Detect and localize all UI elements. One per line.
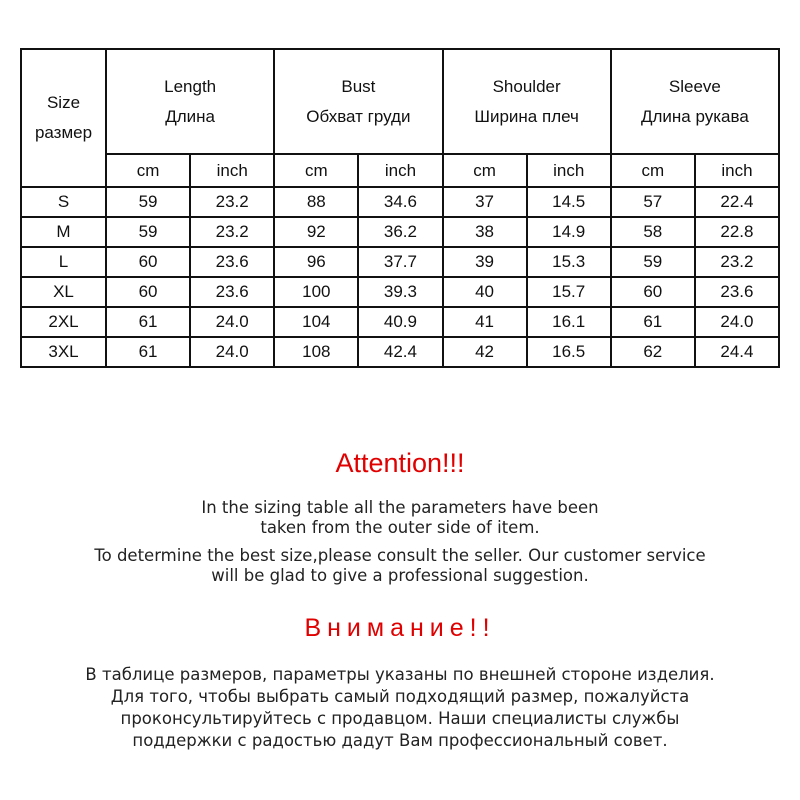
value-cell: 14.9 <box>527 217 611 247</box>
header-row <box>21 49 779 154</box>
value-cell: 16.5 <box>527 337 611 367</box>
unit-cell-cm: cm <box>106 154 190 187</box>
note-line: поддержки с радостью дадут Вам профессиональный совет. <box>132 731 668 750</box>
table-row <box>21 217 779 247</box>
value-cell: 37 <box>443 187 527 217</box>
table-row <box>21 187 779 217</box>
russian-attention-title: Внимание!! <box>304 614 496 642</box>
value-cell: 23.2 <box>190 187 274 217</box>
value-cell: 24.4 <box>695 337 779 367</box>
value-cell: 24.0 <box>190 337 274 367</box>
note-line: taken from the outer side of item. <box>260 518 540 537</box>
value-cell: 40.9 <box>358 307 442 337</box>
value-cell: 23.6 <box>695 277 779 307</box>
size-header-cell <box>21 49 106 187</box>
note-line: В таблице размеров, параметры указаны по внешней стороне изделия. <box>85 665 715 684</box>
group-header-ru: Обхват груди <box>306 106 411 126</box>
value-cell: 92 <box>274 217 358 247</box>
table-row <box>21 277 779 307</box>
value-cell: 58 <box>611 217 695 247</box>
value-cell: 23.6 <box>190 277 274 307</box>
value-cell: 42 <box>443 337 527 367</box>
group-header-cell <box>274 49 442 154</box>
value-cell: 57 <box>611 187 695 217</box>
value-cell: 38 <box>443 217 527 247</box>
unit-cell-inch: inch <box>190 154 274 187</box>
unit-cell-inch: inch <box>527 154 611 187</box>
value-cell: 34.6 <box>358 187 442 217</box>
value-cell: 42.4 <box>358 337 442 367</box>
note-line: In the sizing table all the parameters have been <box>201 498 599 517</box>
value-cell: 59 <box>611 247 695 277</box>
value-cell: 88 <box>274 187 358 217</box>
group-header-cell <box>611 49 779 154</box>
value-cell: 104 <box>274 307 358 337</box>
value-cell: 108 <box>274 337 358 367</box>
note-line: Для того, чтобы выбрать самый подходящий размер, пожалуйста <box>110 687 690 706</box>
size-header-en: Size <box>46 93 81 112</box>
size-cell: XL <box>21 277 106 307</box>
value-cell: 59 <box>106 217 190 247</box>
group-header-ru: Длина рукава <box>640 106 749 126</box>
size-cell: L <box>21 247 106 277</box>
unit-cell-cm: cm <box>443 154 527 187</box>
unit-cell-inch: inch <box>695 154 779 187</box>
value-cell: 96 <box>274 247 358 277</box>
group-header-en: Shoulder <box>492 76 561 96</box>
value-cell: 23.6 <box>190 247 274 277</box>
value-cell: 16.1 <box>527 307 611 337</box>
value-cell: 61 <box>106 307 190 337</box>
english-note-2 <box>0 546 800 586</box>
group-header-en: Length <box>164 76 217 96</box>
group-header-ru: Длина <box>165 106 216 126</box>
value-cell: 22.4 <box>695 187 779 217</box>
size-cell: 2XL <box>21 307 106 337</box>
value-cell: 39 <box>443 247 527 277</box>
value-cell: 39.3 <box>358 277 442 307</box>
size-cell: S <box>21 187 106 217</box>
size-chart-table <box>20 48 780 368</box>
size-header-ru: размер <box>34 123 93 142</box>
unit-cell-inch: inch <box>358 154 442 187</box>
group-header-ru: Ширина плеч <box>474 106 579 126</box>
value-cell: 60 <box>611 277 695 307</box>
value-cell: 24.0 <box>190 307 274 337</box>
value-cell: 36.2 <box>358 217 442 247</box>
value-cell: 61 <box>611 307 695 337</box>
table-row <box>21 247 779 277</box>
note-line: will be glad to give a professional suggestion. <box>211 566 589 585</box>
table-row <box>21 307 779 337</box>
value-cell: 59 <box>106 187 190 217</box>
value-cell: 15.3 <box>527 247 611 277</box>
value-cell: 62 <box>611 337 695 367</box>
value-cell: 15.7 <box>527 277 611 307</box>
size-cell: 3XL <box>21 337 106 367</box>
value-cell: 100 <box>274 277 358 307</box>
table-row <box>21 337 779 367</box>
attention-title: Attention!!! <box>335 448 465 478</box>
russian-note <box>0 664 800 752</box>
note-line: To determine the best size,please consult the seller. Our customer service <box>94 546 706 565</box>
value-cell: 37.7 <box>358 247 442 277</box>
value-cell: 14.5 <box>527 187 611 217</box>
size-cell: M <box>21 217 106 247</box>
note-line: проконсультируйтесь с продавцом. Наши специалисты службы <box>120 709 680 728</box>
value-cell: 23.2 <box>190 217 274 247</box>
unit-cell-cm: cm <box>274 154 358 187</box>
english-note-1 <box>0 498 800 538</box>
value-cell: 60 <box>106 277 190 307</box>
value-cell: 40 <box>443 277 527 307</box>
group-header-en: Bust <box>341 76 376 96</box>
value-cell: 24.0 <box>695 307 779 337</box>
value-cell: 61 <box>106 337 190 367</box>
value-cell: 41 <box>443 307 527 337</box>
value-cell: 22.8 <box>695 217 779 247</box>
group-header-cell <box>106 49 274 154</box>
group-header-cell <box>443 49 611 154</box>
group-header-en: Sleeve <box>668 76 721 96</box>
unit-cell-cm: cm <box>611 154 695 187</box>
unit-row <box>21 154 779 187</box>
value-cell: 23.2 <box>695 247 779 277</box>
value-cell: 60 <box>106 247 190 277</box>
